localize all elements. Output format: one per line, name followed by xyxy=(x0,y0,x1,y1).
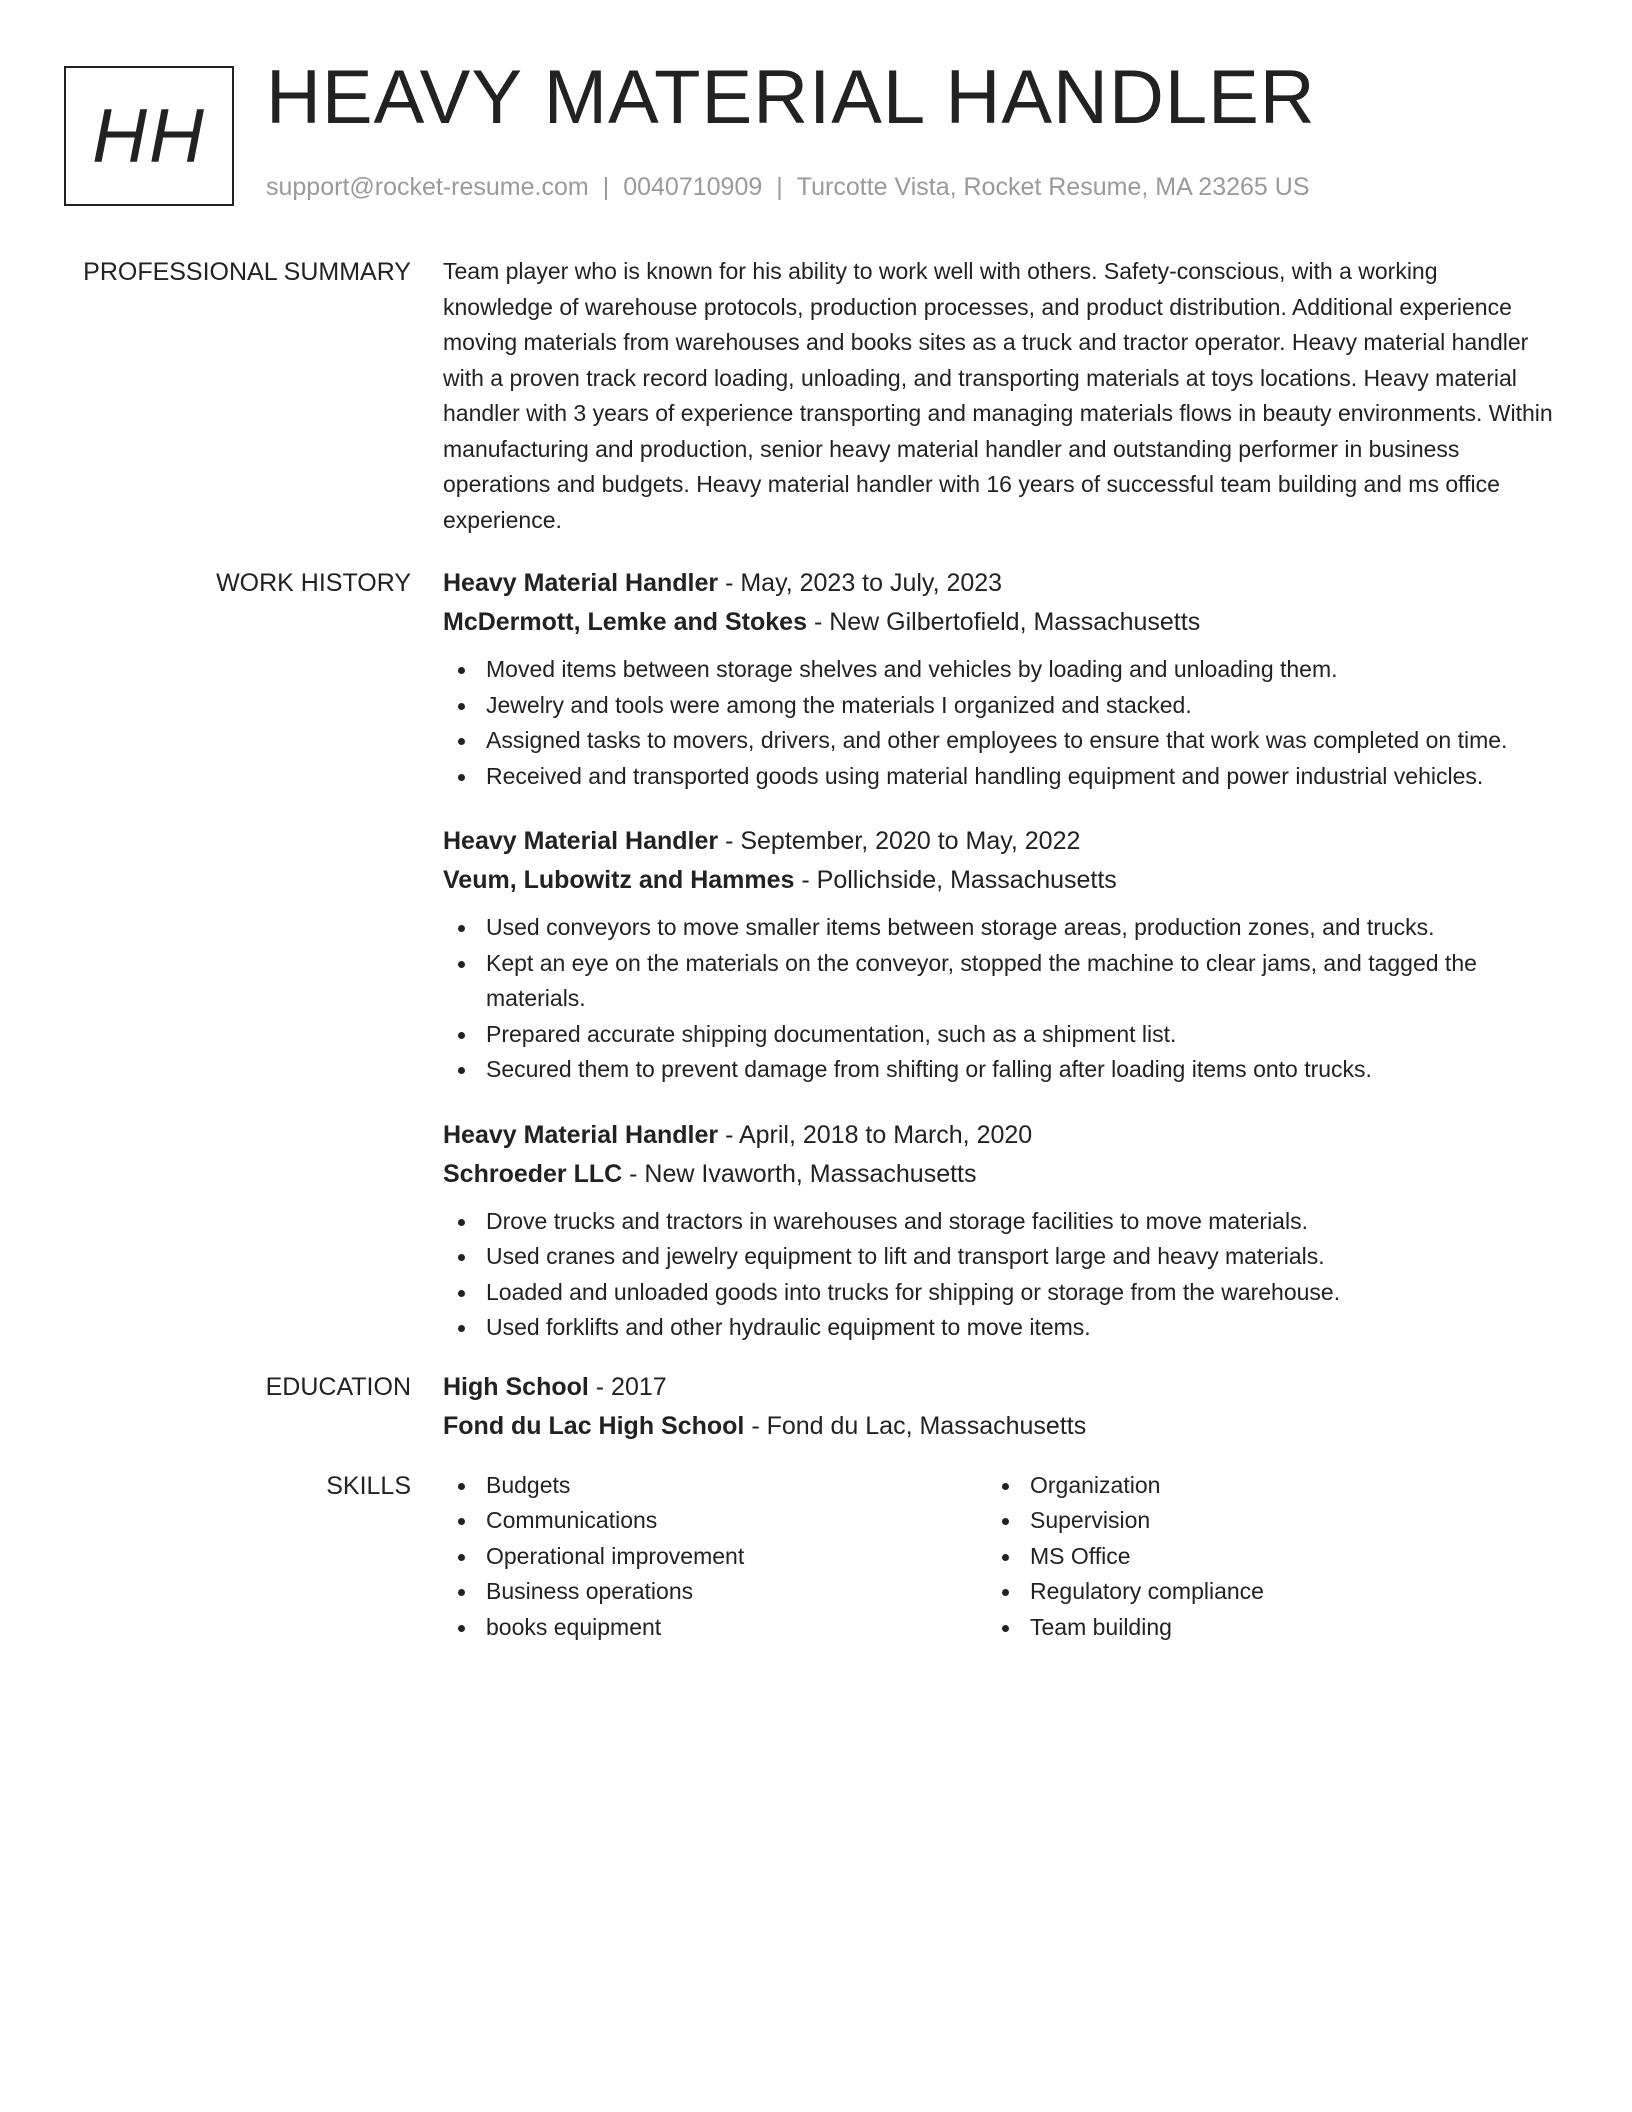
education-location: - Fond du Lac, Massachusetts xyxy=(744,1411,1087,1440)
job-entry xyxy=(443,564,1553,794)
monogram-badge xyxy=(64,66,234,206)
job-title: Heavy Material Handler xyxy=(443,569,719,597)
skill-item: Communications xyxy=(486,1503,987,1539)
skill-item: Budgets xyxy=(486,1468,987,1504)
job-entry xyxy=(443,1116,1553,1346)
skill-item: Operational improvement xyxy=(486,1539,987,1575)
job-company: Schroeder LLC xyxy=(443,1159,623,1188)
job-location: - New Gilbertofield, Massachusetts xyxy=(807,608,1201,636)
job-company-line xyxy=(443,603,1553,642)
summary-body xyxy=(443,254,1553,538)
monogram-initials: HH xyxy=(92,93,206,179)
contact-separator: | xyxy=(602,173,610,201)
skills-list-left xyxy=(443,1468,987,1646)
job-company-line xyxy=(443,861,1553,900)
job-bullet: Kept an eye on the materials on the conveyor, stopped the machine to clear jams, and tagged the materials. xyxy=(486,946,1553,1017)
education-degree: High School xyxy=(443,1372,589,1401)
job-bullet: Secured them to prevent damage from shifting or falling after loading items onto trucks. xyxy=(486,1052,1553,1088)
skills-body xyxy=(443,1468,1553,1646)
job-dates: - May, 2023 to July, 2023 xyxy=(718,569,1003,597)
skill-item: Supervision xyxy=(1030,1503,1531,1539)
section-label-summary: PROFESSIONAL SUMMARY xyxy=(83,258,411,286)
job-bullet: Moved items between storage shelves and vehicles by loading and unloading them. xyxy=(486,652,1553,688)
job-dates: - September, 2020 to May, 2022 xyxy=(718,827,1081,855)
job-bullet: Used conveyors to move smaller items between storage areas, production zones, and trucks. xyxy=(486,910,1553,946)
job-bullet: Drove trucks and tractors in warehouses and storage facilities to move materials. xyxy=(486,1204,1553,1240)
skill-item: Regulatory compliance xyxy=(1030,1574,1531,1610)
job-dates: - April, 2018 to March, 2020 xyxy=(718,1120,1033,1149)
section-professional-summary xyxy=(0,254,1632,538)
job-title-line xyxy=(443,564,1553,603)
resume-content xyxy=(0,254,1632,1671)
summary-text: Team player who is known for his ability to work well with others. Safety-conscious, with a working knowledge of warehouse protocols, production processes, and product distribution. Additional experience moving materials from warehouses and books sites as a truck and tractor operator. Heavy material handler with a proven track record loading, unloading, and transporting materials at toys locations. Heavy material handler with 3 years of experience transporting and managing materials flows in beauty environments. Within manufacturing and production, senior heavy material handler and outstanding performer in business operations and budgets. Heavy material handler with 16 years of successful team building and ms office experience. xyxy=(443,258,1553,533)
job-bullet: Assigned tasks to movers, drivers, and other employees to ensure that work was completed on time. xyxy=(486,723,1553,759)
education-school: Fond du Lac High School xyxy=(443,1411,745,1440)
job-location: - New Ivaworth, Massachusetts xyxy=(622,1159,977,1188)
job-title-line xyxy=(443,822,1553,861)
skill-item: Business operations xyxy=(486,1574,987,1610)
job-title: Heavy Material Handler xyxy=(443,1120,719,1149)
job-bullet: Used cranes and jewelry equipment to lift and transport large and heavy materials. xyxy=(486,1239,1553,1275)
job-bullet-list xyxy=(443,652,1553,794)
skill-item: Team building xyxy=(1030,1610,1531,1646)
job-entry xyxy=(443,822,1553,1088)
job-bullet: Prepared accurate shipping documentation, such as a shipment list. xyxy=(486,1017,1553,1053)
job-company-line xyxy=(443,1155,1553,1194)
resume-name-heading: HEAVY MATERIAL HANDLER xyxy=(266,55,1316,140)
job-title-line xyxy=(443,1116,1553,1155)
skill-item: Organization xyxy=(1030,1468,1531,1504)
contact-phone: 0040710909 xyxy=(623,173,763,201)
skill-item: MS Office xyxy=(1030,1539,1531,1575)
job-bullet-list xyxy=(443,1204,1553,1346)
job-title: Heavy Material Handler xyxy=(443,827,719,855)
section-skills xyxy=(0,1468,1632,1646)
job-bullet-list xyxy=(443,910,1553,1088)
job-bullet: Loaded and unloaded goods into trucks for shipping or storage from the warehouse. xyxy=(486,1275,1553,1311)
job-location: - Pollichside, Massachusetts xyxy=(794,866,1117,894)
education-degree-line xyxy=(443,1368,1553,1407)
job-company: Veum, Lubowitz and Hammes xyxy=(443,866,795,894)
skills-list-right xyxy=(987,1468,1531,1646)
section-label-skills: SKILLS xyxy=(326,1471,411,1500)
contact-email: support@rocket-resume.com xyxy=(266,173,589,201)
work-body xyxy=(443,564,1553,1346)
contact-separator: | xyxy=(776,173,783,201)
contact-address: Turcotte Vista, Rocket Resume, MA 23265 US xyxy=(796,173,1310,201)
section-label-work: WORK HISTORY xyxy=(216,569,411,597)
job-company: McDermott, Lemke and Stokes xyxy=(443,608,807,636)
job-bullet: Jewelry and tools were among the materials I organized and stacked. xyxy=(486,688,1553,724)
section-work-history xyxy=(0,564,1632,1346)
education-year: - 2017 xyxy=(588,1372,667,1401)
section-education xyxy=(0,1368,1632,1446)
contact-line xyxy=(266,172,1310,202)
job-bullet: Used forklifts and other hydraulic equipment to move items. xyxy=(486,1310,1553,1346)
education-school-line xyxy=(443,1407,1553,1446)
education-body xyxy=(443,1368,1553,1446)
skill-item: books equipment xyxy=(486,1610,987,1646)
section-label-education: EDUCATION xyxy=(265,1372,411,1401)
job-bullet: Received and transported goods using material handling equipment and power industrial vehicles. xyxy=(486,759,1553,795)
